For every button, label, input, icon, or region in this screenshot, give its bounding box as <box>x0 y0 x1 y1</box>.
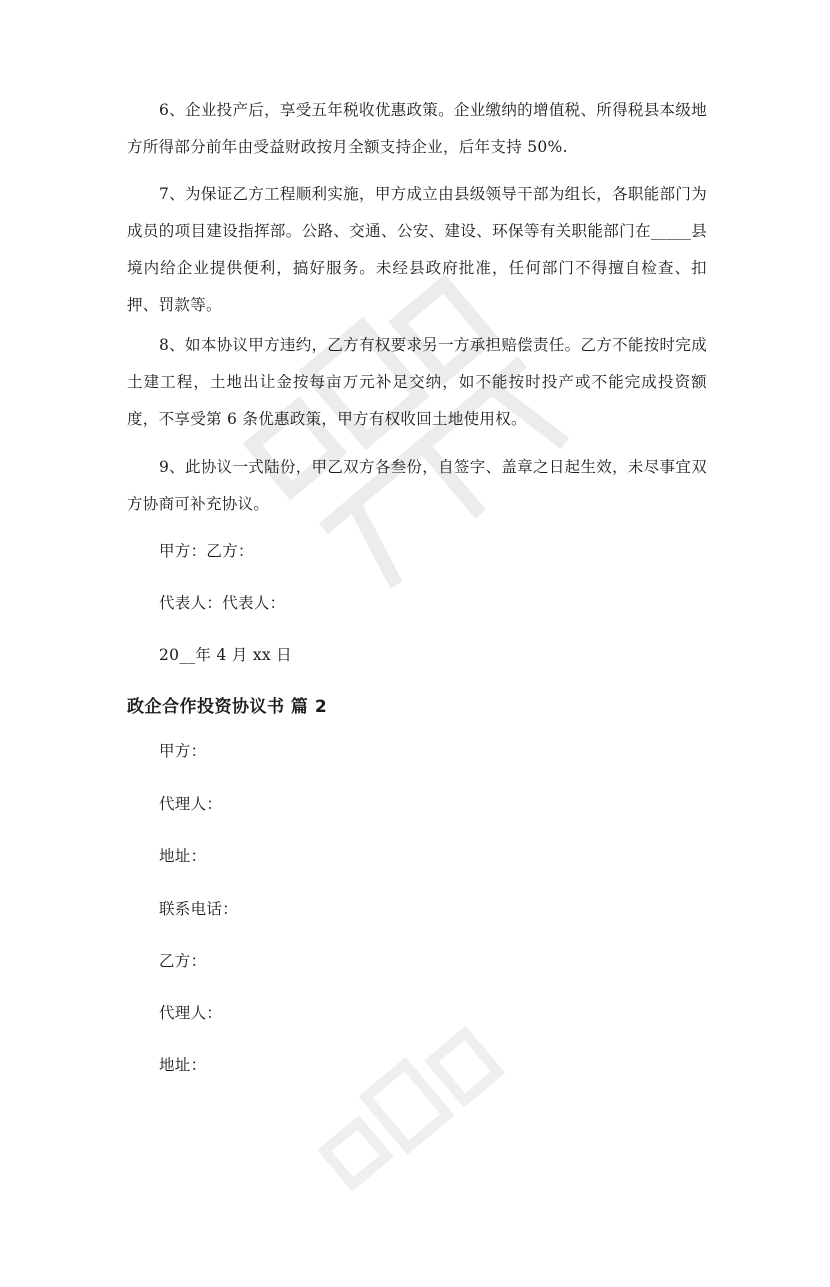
signature-date: 20__年 4 月 xx 日 <box>159 646 292 664</box>
field-party-b: 乙方： <box>159 952 207 970</box>
field-agent-b: 代理人： <box>159 1004 223 1022</box>
field-address-b: 地址： <box>159 1056 207 1074</box>
clause-8: 8、如本协议甲方违约，乙方有权要求另一方承担赔偿责任。乙方不能按时完成土建工程，土地出让金按每亩万元补足交纳，如不能按时投产或不能完成投资额度，不享受第 6 条优惠政策，甲方有权收回土地使用权。 <box>127 336 707 428</box>
signature-representatives: 代表人：代表人： <box>159 594 286 612</box>
clause-6: 6、企业投产后，享受五年税收优惠政策。企业缴纳的增值税、所得税县本级地方所得部分前年由受益财政按月全额支持企业，后年支持 50%. <box>127 101 707 156</box>
section-title: 政企合作投资协议书 篇 2 <box>127 697 328 717</box>
field-agent-a: 代理人： <box>159 795 223 813</box>
field-party-a: 甲方： <box>159 742 207 760</box>
field-address-a: 地址： <box>159 847 207 865</box>
signature-parties: 甲方：乙方： <box>159 542 254 560</box>
watermark-logo-bottom <box>291 993 588 1287</box>
clause-7: 7、为保证乙方工程顺利实施，甲方成立由县级领导干部为组长，各职能部门为成员的项目建设指挥部。公路、交通、公安、建设、环保等有关职能部门在_____县境内给企业提供便利，搞好服务。未经县政府批准，任何部门不得擅自检查、扣押、罚款等。 <box>127 185 707 314</box>
clause-9: 9、此协议一式陆份，甲乙双方各叁份，自签字、盖章之日起生效，未尽事宜双方协商可补充协议。 <box>127 458 707 513</box>
field-phone-a: 联系电话： <box>159 900 239 918</box>
